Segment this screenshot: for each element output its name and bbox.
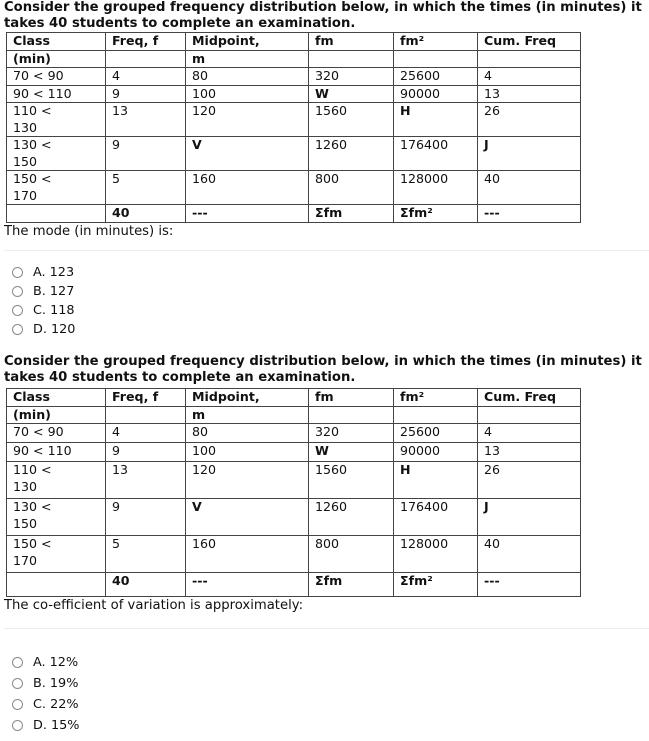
header-freq: Freq, f (106, 389, 186, 407)
table-cell (7, 573, 106, 597)
table-row (7, 103, 581, 137)
table-cell: W (309, 85, 394, 103)
table-cell: 150 < 170 (7, 171, 106, 205)
table-total-row (7, 205, 581, 223)
sum-fm2: Σfm² (394, 205, 478, 223)
table-cell: 800 (309, 536, 394, 573)
answer-options (0, 263, 641, 339)
table-cell: 90 < 110 (7, 85, 106, 103)
radio-button[interactable] (12, 657, 23, 668)
header-cum-freq: Cum. Freq (478, 33, 581, 51)
header-class-unit: (min) (7, 406, 106, 424)
table-cell: 100 (186, 85, 309, 103)
table-row (7, 499, 581, 536)
header-cell (309, 406, 394, 424)
sum-fm: Σfm (309, 573, 394, 597)
table-cell: 176400 (394, 137, 478, 171)
header-cell (478, 50, 581, 68)
table-cell: 4 (106, 68, 186, 86)
table-cell: 120 (186, 462, 309, 499)
question-prompt: The co-efficient of variation is approximately: (4, 598, 304, 613)
table-row (7, 536, 581, 573)
table-cell: --- (186, 205, 309, 223)
option-label: A. 123 (33, 265, 75, 280)
answer-option[interactable] (0, 282, 641, 301)
table-row (7, 171, 581, 205)
table-cell: 128000 (394, 536, 478, 573)
header-midpoint-symbol: m (186, 50, 309, 68)
question-1 (4, 0, 645, 251)
answer-options (0, 652, 641, 736)
table-cell: H (394, 462, 478, 499)
table-total-row (7, 573, 581, 597)
table-row (7, 85, 581, 103)
option-label: D. 15% (33, 718, 80, 733)
table-row (7, 68, 581, 86)
header-midpoint: Midpoint, (186, 33, 309, 51)
header-midpoint: Midpoint, (186, 389, 309, 407)
radio-button[interactable] (12, 286, 23, 297)
header-class: Class (7, 33, 106, 51)
header-freq: Freq, f (106, 33, 186, 51)
table-header-row (7, 33, 581, 51)
table-header-row (7, 50, 581, 68)
table-cell: 9 (106, 443, 186, 462)
table-cell: 110 < 130 (7, 462, 106, 499)
table-header-row (7, 389, 581, 407)
header-cell (106, 406, 186, 424)
header-fm: fm (309, 33, 394, 51)
table-row (7, 137, 581, 171)
header-cell (106, 50, 186, 68)
sum-fm: Σfm (309, 205, 394, 223)
header-fm: fm (309, 389, 394, 407)
question-intro: Consider the grouped frequency distribution below, in which the times (in minutes) it takes 40 students to complete an examination. (4, 0, 642, 31)
table-cell: 26 (478, 103, 581, 137)
table-row (7, 462, 581, 499)
table-cell: 100 (186, 443, 309, 462)
radio-button[interactable] (12, 699, 23, 710)
answer-option[interactable] (0, 715, 641, 736)
option-label: A. 12% (33, 655, 79, 670)
table-cell: 110 < 130 (7, 103, 106, 137)
header-midpoint-symbol: m (186, 406, 309, 424)
header-fm2: fm² (394, 33, 478, 51)
answer-option[interactable] (0, 652, 641, 673)
table-cell: 80 (186, 424, 309, 443)
header-class-unit: (min) (7, 50, 106, 68)
header-fm2: fm² (394, 389, 478, 407)
table-cell: 13 (106, 462, 186, 499)
table-cell: V (186, 137, 309, 171)
table-cell: 320 (309, 68, 394, 86)
table-cell: 1260 (309, 137, 394, 171)
table-cell: 130 < 150 (7, 499, 106, 536)
radio-button[interactable] (12, 305, 23, 316)
table-cell: --- (478, 573, 581, 597)
divider (4, 628, 649, 629)
table-cell: 5 (106, 171, 186, 205)
table-cell: 40 (478, 171, 581, 205)
radio-button[interactable] (12, 678, 23, 689)
header-cell (478, 406, 581, 424)
question-prompt: The mode (in minutes) is: (4, 223, 174, 239)
table-cell: 9 (106, 137, 186, 171)
table-row (7, 424, 581, 443)
table-cell: 70 < 90 (7, 68, 106, 86)
table-cell: 9 (106, 85, 186, 103)
table-cell: 800 (309, 171, 394, 205)
table-cell: 90 < 110 (7, 443, 106, 462)
option-label: B. 127 (33, 284, 75, 299)
table-cell: 13 (478, 443, 581, 462)
frequency-table (6, 388, 581, 597)
table-cell: H (394, 103, 478, 137)
option-label: C. 22% (33, 697, 79, 712)
question-intro: Consider the grouped frequency distribution below, in which the times (in minutes) it takes 40 students to complete an examination. (4, 354, 642, 385)
radio-button[interactable] (12, 720, 23, 731)
table-cell (7, 205, 106, 223)
divider (4, 250, 649, 251)
table-cell: 130 < 150 (7, 137, 106, 171)
radio-button[interactable] (12, 324, 23, 335)
header-cell (394, 50, 478, 68)
header-cell (309, 50, 394, 68)
table-cell: 160 (186, 171, 309, 205)
table-cell: 128000 (394, 171, 478, 205)
table-cell: 13 (478, 85, 581, 103)
answer-option[interactable] (0, 320, 641, 339)
option-label: D. 120 (33, 322, 76, 337)
table-cell: 90000 (394, 443, 478, 462)
table-cell: 4 (478, 68, 581, 86)
answer-option[interactable] (0, 694, 641, 715)
total-frequency: 40 (106, 573, 186, 597)
table-cell: --- (478, 205, 581, 223)
table-cell: 70 < 90 (7, 424, 106, 443)
table-cell: 120 (186, 103, 309, 137)
sum-fm2: Σfm² (394, 573, 478, 597)
header-class: Class (7, 389, 106, 407)
table-cell: 1560 (309, 103, 394, 137)
table-cell: 1560 (309, 462, 394, 499)
table-cell: J (478, 137, 581, 171)
table-cell: 1260 (309, 499, 394, 536)
question-2 (4, 354, 645, 629)
table-cell: --- (186, 573, 309, 597)
table-header-row (7, 406, 581, 424)
header-cell (394, 406, 478, 424)
total-frequency: 40 (106, 205, 186, 223)
option-label: B. 19% (33, 676, 79, 691)
table-cell: 25600 (394, 68, 478, 86)
radio-button[interactable] (12, 267, 23, 278)
table-cell: 13 (106, 103, 186, 137)
table-cell: 5 (106, 536, 186, 573)
table-cell: 26 (478, 462, 581, 499)
table-cell: 176400 (394, 499, 478, 536)
table-row (7, 443, 581, 462)
table-cell: J (478, 499, 581, 536)
table-cell: 4 (106, 424, 186, 443)
table-cell: 25600 (394, 424, 478, 443)
frequency-table (6, 32, 581, 223)
answer-option[interactable] (0, 301, 641, 320)
header-cum-freq: Cum. Freq (478, 389, 581, 407)
table-cell: 80 (186, 68, 309, 86)
table-cell: 4 (478, 424, 581, 443)
table-cell: 150 < 170 (7, 536, 106, 573)
table-cell: 320 (309, 424, 394, 443)
answer-option[interactable] (0, 263, 641, 282)
table-cell: 90000 (394, 85, 478, 103)
option-label: C. 118 (33, 303, 75, 318)
table-cell: 9 (106, 499, 186, 536)
table-cell: 40 (478, 536, 581, 573)
table-cell: 160 (186, 536, 309, 573)
table-cell: V (186, 499, 309, 536)
answer-option[interactable] (0, 673, 641, 694)
table-cell: W (309, 443, 394, 462)
